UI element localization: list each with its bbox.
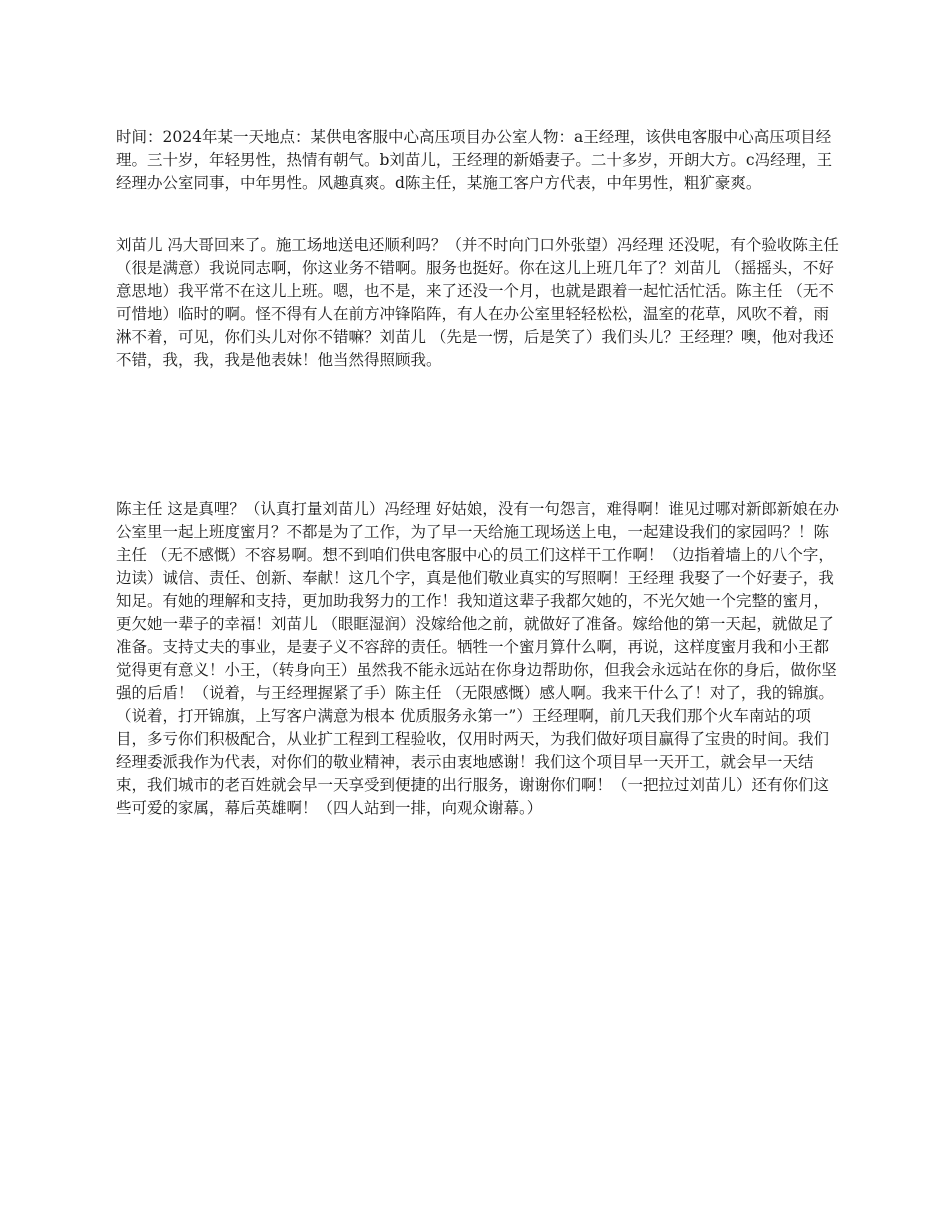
- dialogue-paragraph-1: 刘苗儿 冯大哥回来了。施工场地送电还顺利吗？（并不时向门口外张望）冯经理 还没呢，有个验收陈主任 （很是满意）我说同志啊，你这业务不错啊。服务也挺好。你在这儿上班几年了？刘苗儿 （摇摇头，不好意思地）我平常不在这儿上班。嗯，也不是，来了还没一个月，也就是跟着一起忙活忙活。陈主任 （无不可惜地）临时的啊。怪不得有人在前方冲锋陷阵，有人在办公室里轻轻松松，温室的花草，风吹不着，雨淋不着，可见，你们头儿对你不错嘛？刘苗儿 （先是一愣，后是笑了）我们头儿？王经理？噢，他对我还不错，我，我，我是他表妹！他当然得照顾我。: [116, 236, 839, 369]
- scene-setting-paragraph: 时间：2024年某一天地点：某供电客服中心高压项目办公室人物：a王经理，该供电客服中心高压项目经理。三十岁，年轻男性，热情有朝气。b刘苗儿，王经理的新婚妻子。二十多岁，开朗大方。c冯经理，王经理办公室同事，中年男性。风趣真爽。d陈主任，某施工客户方代表，中年男性，粗犷豪爽。: [116, 128, 833, 192]
- dialogue-paragraph-2: 陈主任 这是真哩？（认真打量刘苗儿）冯经理 好姑娘，没有一句怨言，难得啊！谁见过哪对新郎新娘在办公室里一起上班度蜜月？不都是为了工作，为了早一天给施工现场送上电，一起建设我们的家园吗？！陈主任 （无不感慨）不容易啊。想不到咱们供电客服中心的员工们这样干工作啊！（边指着墙上的八个字，边读）诚信、责任、创新、奉献！这几个字，真是他们敬业真实的写照啊！王经理 我娶了一个好妻子，我知足。有她的理解和支持，更加助我努力的工作！我知道这辈子我都欠她的，不光欠她一个完整的蜜月，更欠她一辈子的幸福！刘苗儿 （眼眶湿润）没嫁给他之前，就做好了准备。嫁给他的第一天起，就做足了准备。支持丈夫的事业，是妻子义不容辞的责任。牺牲一个蜜月算什么啊，再说，这样度蜜月我和小王都觉得更有意义！小王，（转身向王）虽然我不能永远站在你身边帮助你，但我会永远站在你的身后，做你坚强的后盾！（说着，与王经理握紧了手）陈主任 （无限感慨）感人啊。我来干什么了！对了，我的锦旗。（说着，打开锦旗，上写客户满意为根本 优质服务永第一”）王经理啊，前几天我们那个火车南站的项目，多亏你们积极配合，从业扩工程到工程验收，仅用时两天，为我们做好项目赢得了宝贵的时间。我们经理委派我作为代表，对你们的敬业精神，表示由衷地感谢！我们这个项目早一天开工，就会早一天结束，我们城市的老百姓就会早一天享受到便捷的出行服务，谢谢你们啊！（一把拉过刘苗儿）还有你们这些可爱的家属，幕后英雄啊！（四人站到一排，向观众谢幕。）: [116, 500, 839, 817]
